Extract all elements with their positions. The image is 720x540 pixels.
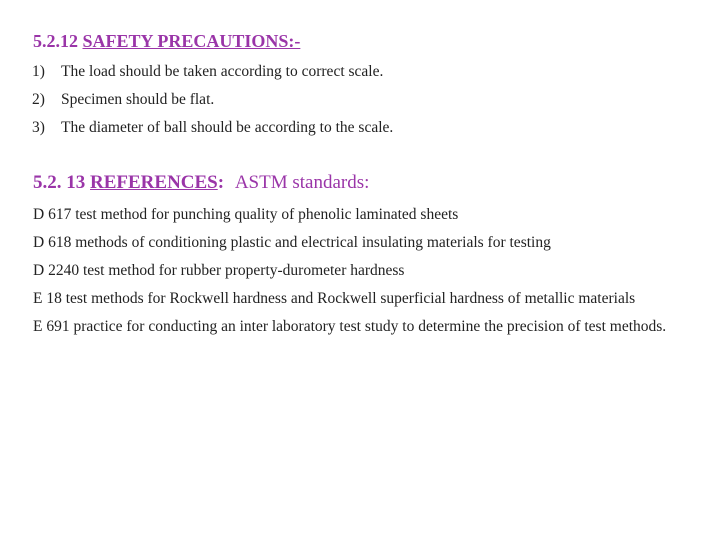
- reference-item: D 618 methods of conditioning plastic and electrical insulating materials for testing: [33, 234, 551, 251]
- list-item-text: The diameter of ball should be according to the scale.: [61, 119, 394, 136]
- safety-precautions-list: [32, 58, 682, 142]
- references-section-number: 5.2. 13: [33, 172, 86, 193]
- safety-section-title: SAFETY PRECAUTIONS:-: [82, 31, 301, 51]
- reference-item: E 18 test methods for Rockwell hardness and Rockwell superficial hardness of metallic materials: [33, 290, 636, 307]
- reference-item: D 617 test method for punching quality of phenolic laminated sheets: [33, 206, 459, 223]
- safety-precautions-heading: [33, 31, 300, 52]
- references-list: [33, 201, 709, 341]
- references-heading: [33, 172, 369, 194]
- reference-item: D 2240 test method for rubber property-durometer hardness: [33, 262, 405, 279]
- references-section-title: REFERENCES: [90, 172, 218, 193]
- list-item-number: 3): [32, 119, 45, 136]
- safety-section-number: 5.2.12: [33, 31, 78, 51]
- list-item-text: The load should be taken according to correct scale.: [61, 63, 384, 80]
- list-item-number: 1): [32, 63, 45, 80]
- references-colon: :: [217, 172, 225, 193]
- references-subtitle: ASTM standards:: [234, 172, 370, 193]
- list-item: [32, 86, 682, 114]
- list-item: [32, 58, 682, 86]
- list-item-number: 2): [32, 91, 45, 108]
- list-item: [32, 114, 682, 142]
- reference-item: E 691 practice for conducting an inter laboratory test study to determine the precision of test methods.: [33, 318, 667, 335]
- list-item-text: Specimen should be flat.: [61, 91, 215, 108]
